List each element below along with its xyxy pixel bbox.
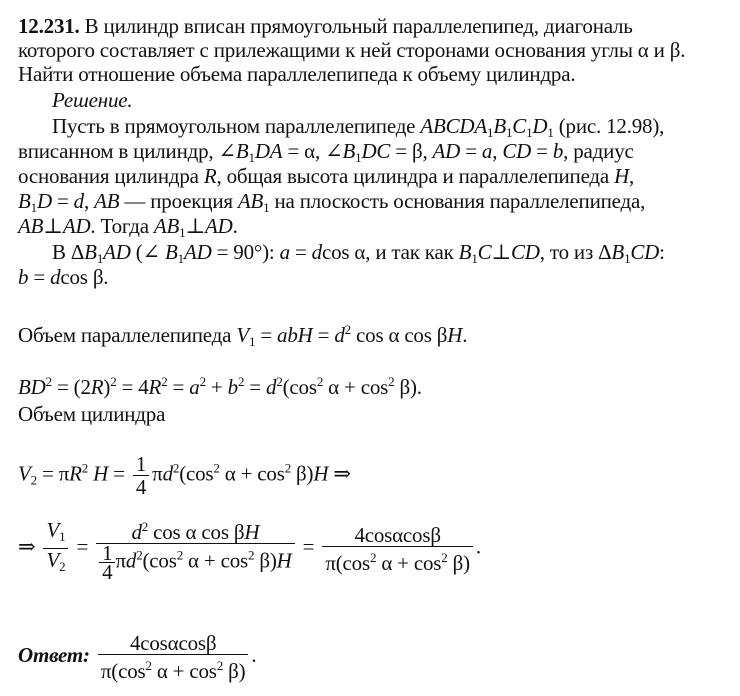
answer-denominator: $\pi(\cos^2$ $\alpha + \cos^2 \beta$) [100,658,246,683]
fraction-v1-v2: $\frac{V_1}{V_2}$ [43,519,68,578]
fraction-ratio-full: $d^2$ cos α cos βH $\frac{1}{4}$ $\pi d^2(\cos^2$ $\alpha + \cos^2 \beta)H$ [96,516,294,581]
answer-fraction [98,632,249,682]
answer-label: Ответ: [18,642,90,667]
fraction-one-quarter: $\frac{1}{4}$ [133,453,149,498]
solution-line-1: Пусть в прямоугольном параллелепипеде $ABCDA_1B_1C_1D_1$ (рис. 12.98), [52,114,665,140]
ratio-equation: ⇒ $\frac{V_1}{V_2}$ = $d^2$ cos α cos βH $\frac{1}{4}$ $\pi d^2(\cos^2$ $\alpha + \cos^2 \beta)H$ = $\frac{4\cos\alpha\cos\beta}{\pi(\cos^2 \alpha + \cos^2 \beta)}$ . [18,518,481,584]
volume-cylinder-label: Объем цилиндра [18,402,166,426]
volume-parallelepiped: Объем параллелепипеда $V_1$ = abH = $d^2$ cos α cos βH. [18,322,468,349]
solution-heading: Решение. [52,88,133,112]
problem-number: 12.231. [18,14,80,38]
problem-text-1: В цилиндр вписан прямоугольный параллелепипед, диагональ [84,14,633,38]
solution-line-4: $B_1D = d$, AB — проекция $AB_1$ на плоскость основания параллелепипеда, [18,189,646,215]
problem-line-2: которого составляет с прилежащими к ней сторонами основания углы α и β. [18,38,686,62]
solution-line-7: b = dcos β. [18,265,109,289]
solution-line-2: вписанном в цилиндр, $\angle B_1DA = \alpha$, $\angle B_1DC = \beta$, AD = a, CD = b, радиус [18,139,634,165]
bd-equation: $BD^2 = (2R)^2 = 4R^2 = a^2 + b^2 = d^2(\cos^2$ $\alpha + \cos^2 \beta$). [18,374,422,399]
v2-equation: $V_2 = \pi R^2$ H = $\frac{1}{4}$ $\pi d^2(\cos^2$ $\alpha + \cos^2 \beta)H$ ⇒ [18,452,351,499]
ratio-denominator: $\pi(\cos^2$ $\alpha + \cos^2 \beta$) [325,549,470,575]
problem-line-3: Найти отношение объема параллелепипеда к объему цилиндра. [18,62,576,86]
fraction-ratio-simplified [322,524,473,574]
solution-line-5: AB⊥AD. Тогда $AB_1\perp AD$. [18,214,238,240]
solution-line-3: основания цилиндра R, общая высота цилиндра и параллелепипеда H, [18,164,635,188]
solution-line-6: В $\Delta B_1AD$ (∠ $B_1AD = 90^\circ$): a = dcos α, и так как $B_1C\perp CD$, то из $\Delta B_1CD$: [52,240,665,266]
answer-line: Ответ: $\frac{4\cos\alpha\cos\beta}{\pi(\cos^2 \alpha + \cos^2 \beta)}$ . [18,631,257,683]
problem-line-1 [18,14,633,38]
answer-numerator: 4cosαcosβ [98,632,249,655]
ratio-numerator: 4cosαcosβ [322,524,473,547]
